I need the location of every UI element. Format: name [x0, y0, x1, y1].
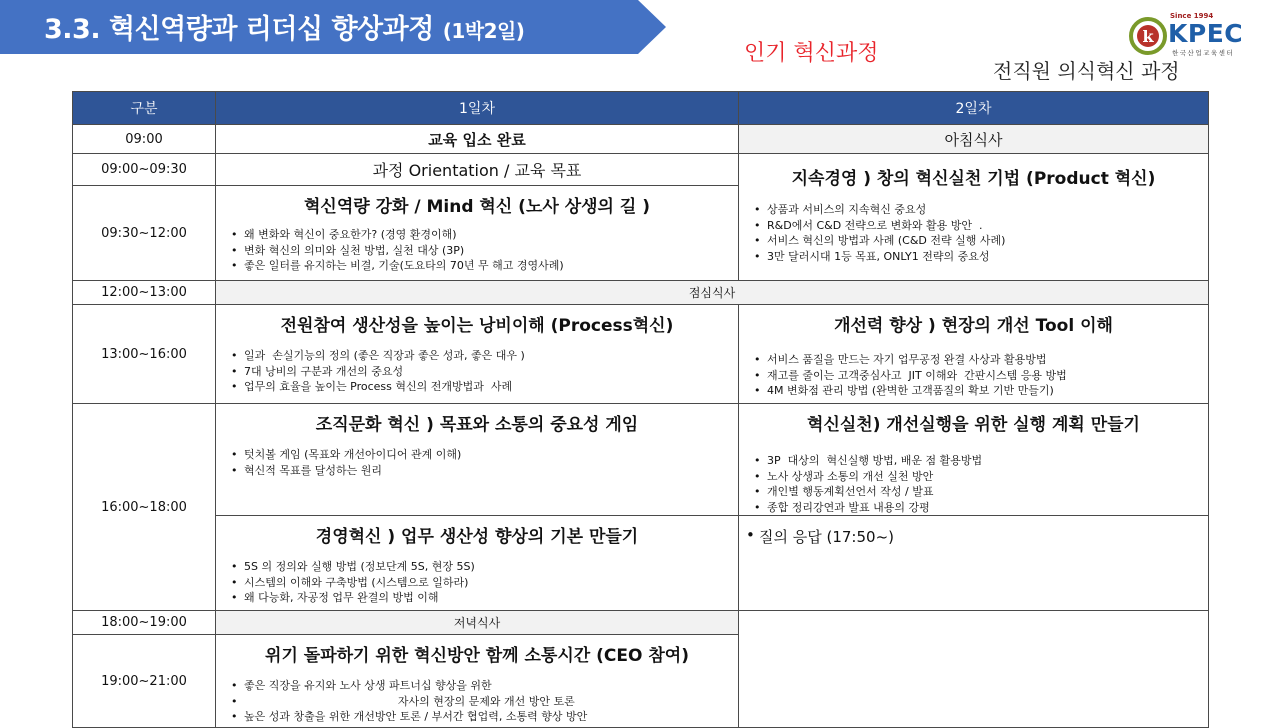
table-header-row: [73, 92, 1209, 125]
page-title: [44, 7, 524, 46]
header-category: 구분: [73, 92, 216, 125]
svg-text:k: k: [1142, 27, 1154, 46]
lunch-label: 점심식사: [216, 281, 1209, 305]
day2-session-action: [739, 404, 1209, 516]
header-day2: 2일차: [739, 92, 1209, 125]
bullet-item: • 노사 상생과 소통의 개선 실천 방안: [767, 469, 1208, 485]
bullet-item: • 상품과 서비스의 지속혁신 중요성: [767, 202, 1208, 218]
bullet-item: • 좋은 일터를 유지하는 비결, 기술(도요타의 70년 무 해고 경영사례): [244, 258, 738, 274]
qna-text: [739, 516, 1208, 547]
bullet-item: • 왜 다능화, 자공정 업무 완결의 방법 이해: [244, 590, 738, 606]
day2-event: 아침식사: [739, 125, 1209, 154]
bullet-item: • 7대 낭비의 구분과 개선의 중요성: [244, 364, 738, 380]
schedule-table: [72, 91, 1209, 728]
logo-name: KPEC: [1168, 19, 1244, 48]
session-title: 전원참여 생산성을 높이는 낭비이해 (Process혁신): [280, 316, 674, 336]
session-bullets: [216, 227, 738, 274]
bullet-item: • 일과 손실기능의 정의 (좋은 직장과 좋은 성과, 좋은 대우 ): [244, 348, 738, 364]
bullet-item: • 시스템의 이해와 구축방법 (시스템으로 일하라): [244, 575, 738, 591]
session-bullets: [739, 453, 1208, 515]
session-bullets: [216, 348, 738, 395]
day2-session-product: [739, 154, 1209, 281]
time-cell: 16:00~18:00: [73, 404, 216, 611]
bullet-item: • 서비스 품질을 만드는 자기 업무공정 완결 사상과 활용방법: [767, 352, 1208, 368]
bullet-item: • 텃치볼 게임 (목표와 개선아이디어 관계 이해): [244, 447, 738, 463]
bullet-item: • R&D에서 C&D 전략으로 변화와 활용 방안 .: [767, 218, 1208, 234]
session-bullets: [216, 559, 738, 606]
bullet-item: • 개인별 행동계획선언서 작성 / 발표: [767, 484, 1208, 500]
session-bullets: [216, 678, 738, 725]
logo-emblem-icon: [1128, 16, 1168, 56]
time-cell: 09:00~09:30: [73, 154, 216, 186]
session-title: 위기 돌파하기 위한 혁신방안 함께 소통시간 (CEO 참여): [265, 646, 689, 666]
day1-session-process: [216, 305, 739, 404]
kpec-logo: [1128, 12, 1268, 58]
bullet-item: • 재고를 줄이는 고객중심사고 JIT 이해와 간판시스템 응용 방법: [767, 368, 1208, 384]
time-cell: 18:00~19:00: [73, 611, 216, 635]
time-cell: 09:00: [73, 125, 216, 154]
session-bullets: [739, 202, 1208, 264]
logo-subtext: 한국산업교육센터: [1172, 49, 1235, 57]
time-cell: 19:00~21:00: [73, 635, 216, 728]
day2-session-improve: [739, 305, 1209, 404]
bullet-item: • 좋은 직장을 유지와 노사 상생 파트너십 향상을 위한: [244, 678, 738, 694]
page-title-main: 3.3. 혁신역량과 리더십 향상과정: [44, 14, 434, 45]
bullet-item: • 자사의 현장의 문제와 개선 방안 토론: [244, 694, 738, 710]
time-cell: 12:00~13:00: [73, 281, 216, 305]
day2-qna: [739, 516, 1209, 611]
session-bullets: [216, 447, 738, 478]
day1-session-culture: [216, 404, 739, 516]
table-row: [73, 125, 1209, 154]
dinner-label: 저녁식사: [216, 611, 739, 635]
session-title: 혁신실천) 개선실행을 위한 실행 계획 만들기: [807, 415, 1140, 435]
bullet-item: • 높은 성과 창출을 위한 개선방안 토론 / 부서간 협업력, 소통력 향상 방안: [244, 709, 738, 725]
table-row: [73, 154, 1209, 186]
day1-session-management: [216, 516, 739, 611]
session-title: 지속경영 ) 창의 혁신실천 기법 (Product 혁신): [791, 169, 1156, 189]
bullet-item: • 혁신적 목표를 달성하는 원리: [244, 463, 738, 479]
day1-event: 과정 Orientation / 교육 목표: [216, 154, 739, 186]
time-cell: 09:30~12:00: [73, 186, 216, 281]
day1-session-ceo: [216, 635, 739, 728]
page-title-suffix: (1박2일): [442, 19, 525, 43]
header-day1: 1일차: [216, 92, 739, 125]
bullet-item: • 왜 변화와 혁신이 중요한가? (경영 환경이해): [244, 227, 738, 243]
bullet-item: • 3만 달러시대 1등 목표, ONLY1 전략의 중요성: [767, 249, 1208, 265]
logo-since: Since 1994: [1170, 12, 1214, 20]
table-row: [73, 281, 1209, 305]
session-bullets: [739, 352, 1208, 399]
qna-label: 질의 응답 (17:50~): [759, 528, 894, 546]
day2-empty: [739, 611, 1209, 728]
bullet-item: • 서비스 혁신의 방법과 사례 (C&D 전략 실행 사례): [767, 233, 1208, 249]
table-row: [73, 305, 1209, 404]
session-title: 경영혁신 ) 업무 생산성 향상의 기본 만들기: [315, 527, 639, 547]
course-subtitle: 전직원 의식혁신 과정: [993, 59, 1180, 83]
bullet-item: • 5S 의 정의와 실행 방법 (정보단계 5S, 현장 5S): [244, 559, 738, 575]
bullet-item: • 종합 정리강연과 발표 내용의 강평: [767, 500, 1208, 516]
table-row: [73, 516, 1209, 611]
popular-course-label: 인기 혁신과정: [744, 41, 879, 66]
bullet-dot: •: [746, 526, 755, 544]
day1-event: 교육 입소 완료: [216, 125, 739, 154]
bullet-item: • 변화 혁신의 의미와 실천 방법, 실천 대상 (3P): [244, 243, 738, 259]
time-cell: 13:00~16:00: [73, 305, 216, 404]
bullet-item: • 4M 변화점 관리 방법 (완벽한 고객품질의 확보 기반 만들기): [767, 383, 1208, 399]
table-row: [73, 611, 1209, 635]
day1-session-mind: [216, 186, 739, 281]
session-title: 혁신역량 강화 / Mind 혁신 (노사 상생의 길 ): [303, 197, 651, 217]
table-row: [73, 404, 1209, 516]
bullet-item: • 3P 대상의 혁신실행 방법, 배운 점 활용방법: [767, 453, 1208, 469]
session-title: 조직문화 혁신 ) 목표와 소통의 중요성 게임: [315, 415, 639, 435]
title-banner: [0, 0, 666, 54]
session-title: 개선력 향상 ) 현장의 개선 Tool 이해: [834, 316, 1113, 336]
bullet-item: • 업무의 효율을 높이는 Process 혁신의 전개방법과 사례: [244, 379, 738, 395]
